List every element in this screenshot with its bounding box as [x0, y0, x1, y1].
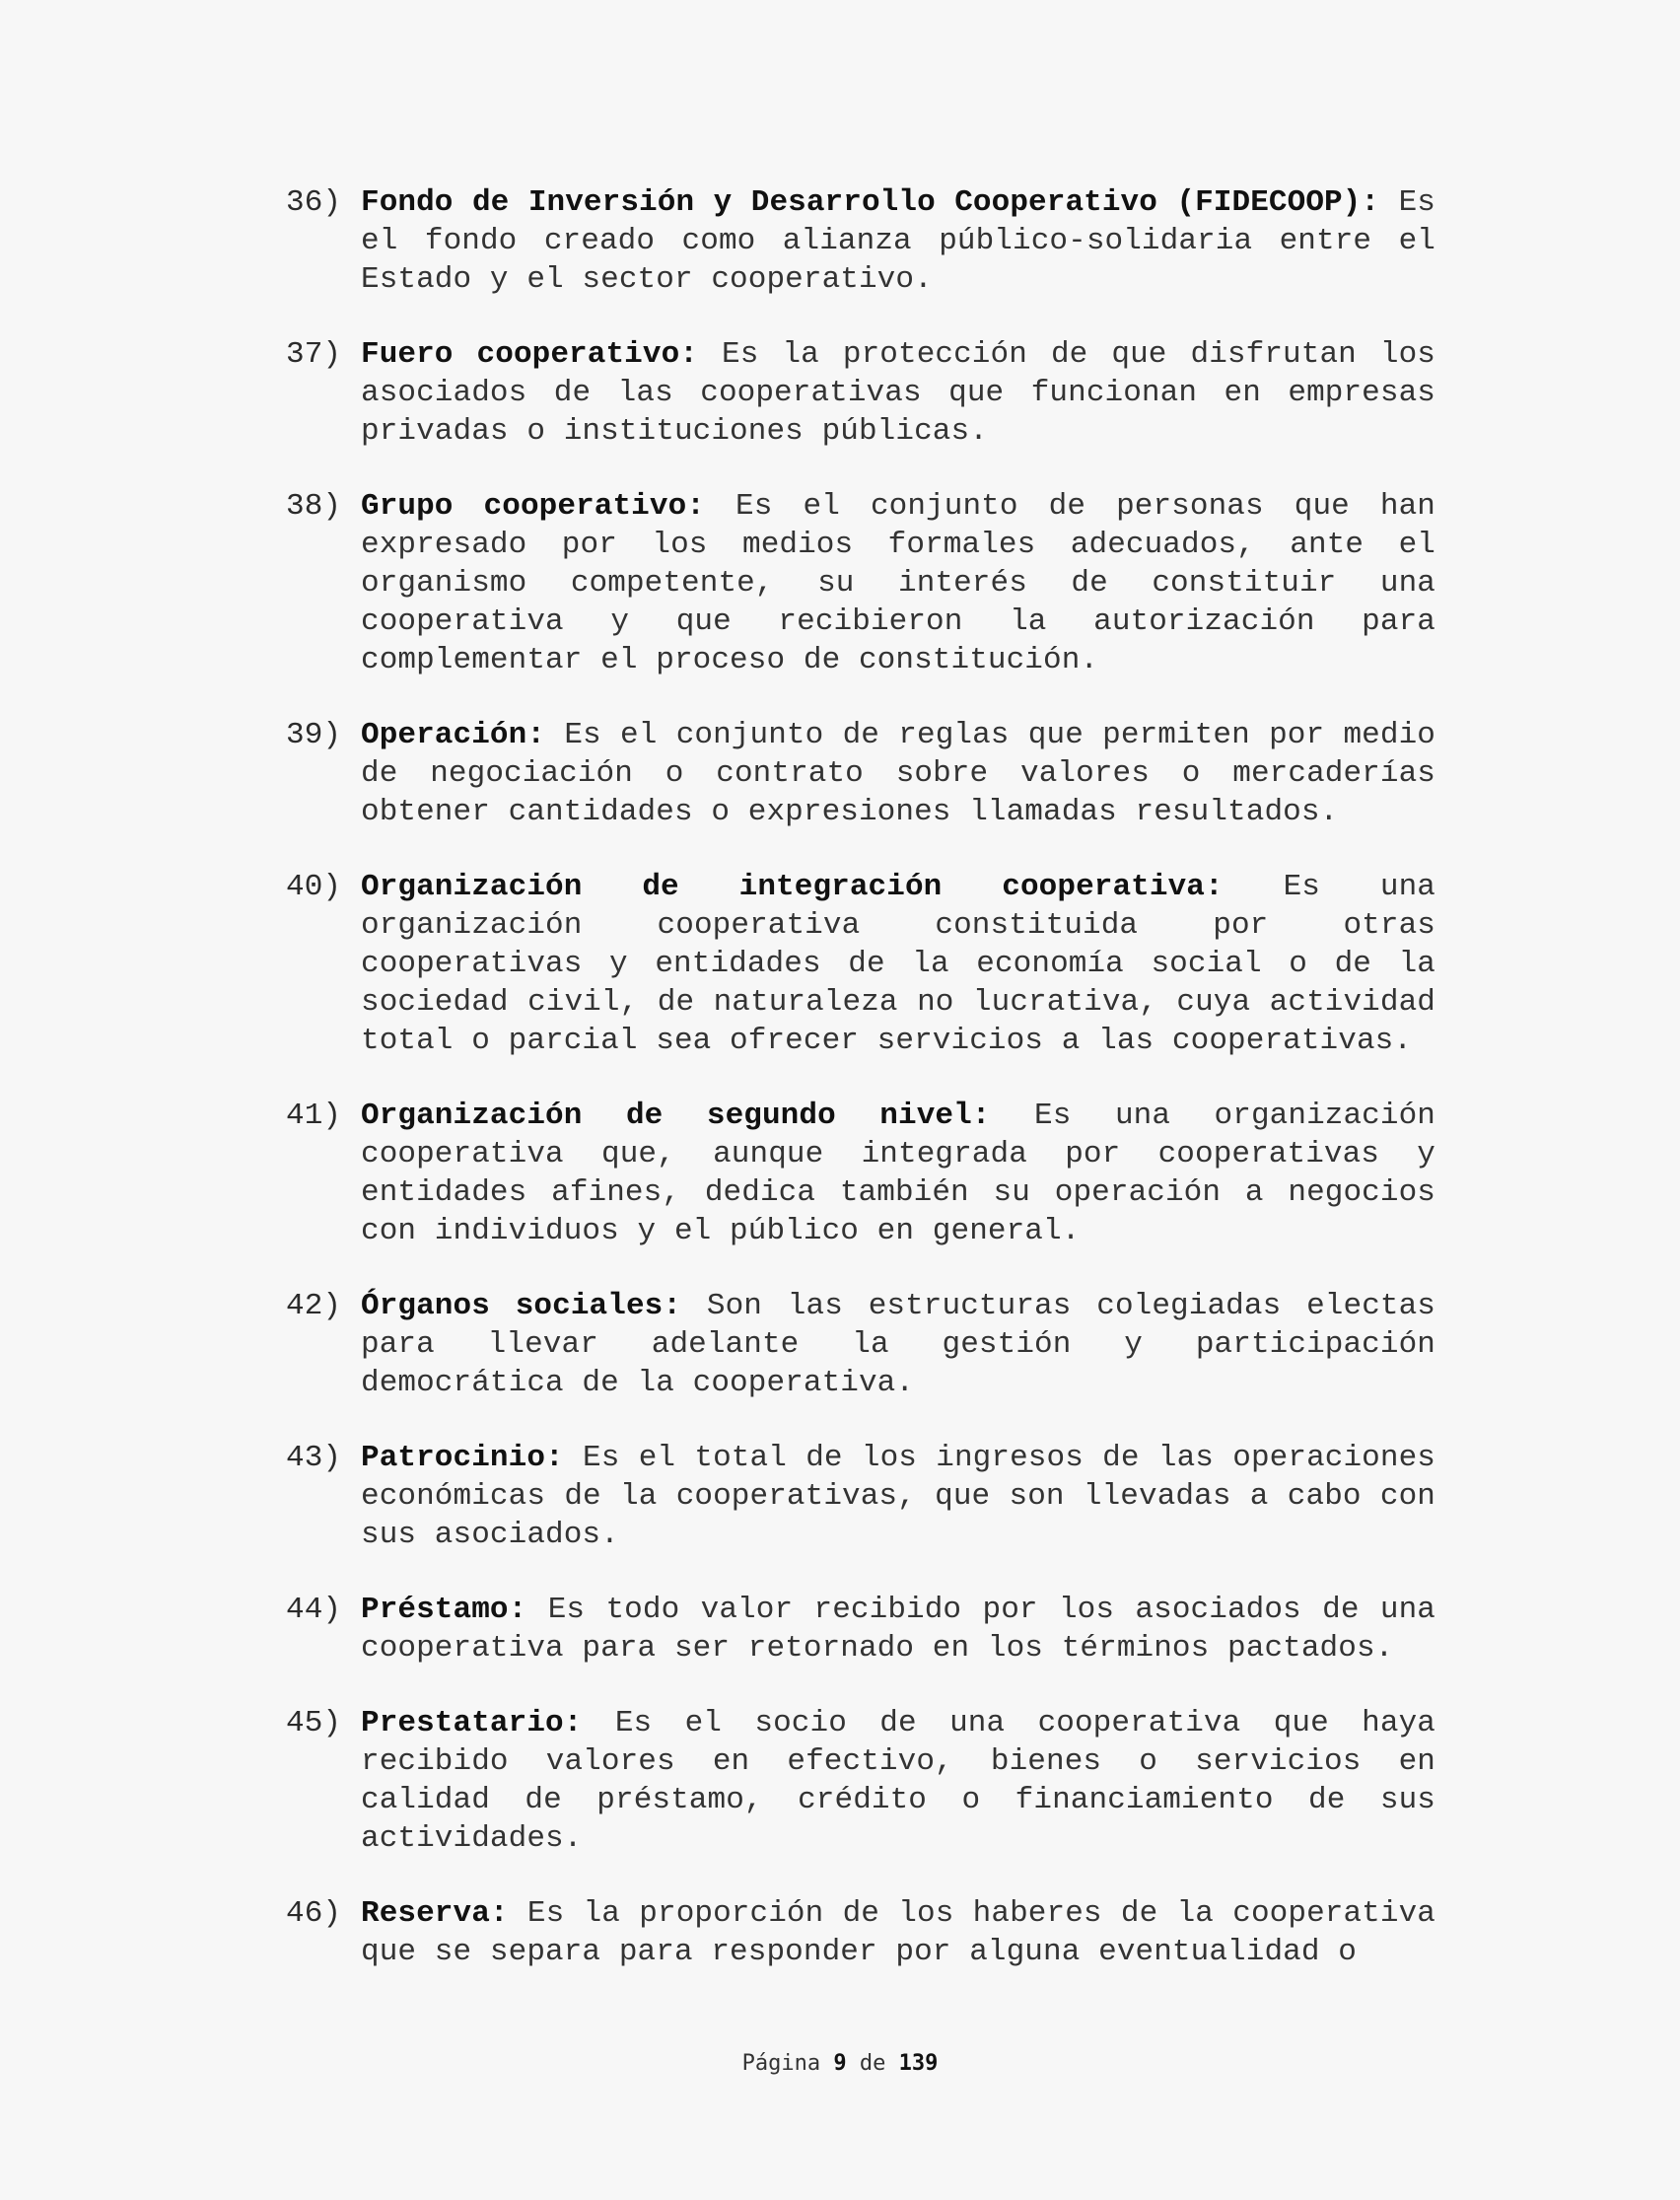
definition-number: 43) — [286, 1441, 342, 1475]
definition-number: 36) — [286, 185, 342, 220]
definition-item — [286, 487, 1435, 679]
definition-term: Órganos sociales: — [361, 1289, 682, 1323]
definition-item — [286, 183, 1435, 299]
definition-item — [286, 1097, 1435, 1250]
definition-term: Reserva: — [361, 1896, 509, 1931]
definition-term: Fuero cooperativo: — [361, 337, 698, 372]
definition-number: 41) — [286, 1099, 342, 1133]
definition-term: Prestatario: — [361, 1706, 583, 1740]
definition-term: Operación: — [361, 718, 546, 752]
definition-text: Es una organización cooperativa que, aunque integrada por cooperativas y entidades afines, dedica también su operación a negocios con individuos y el público en general. — [361, 1099, 1435, 1248]
definition-term: Organización de integración cooperativa: — [361, 870, 1224, 904]
definition-text: Es el conjunto de reglas que permiten por medio de negociación o contrato sobre valores o mercaderías obtener cantidades o expresiones llamadas resultados. — [361, 718, 1435, 829]
definition-text: Es una organización cooperativa constituida por otras cooperativas y entidades de la economía social o de la sociedad civil, de naturaleza no lucrativa, cuya actividad total o parcial sea ofrecer servicios a las cooperativas. — [361, 870, 1436, 1058]
definition-item — [286, 1591, 1435, 1668]
definition-term: Préstamo: — [361, 1593, 527, 1627]
definition-term: Grupo cooperativo: — [361, 489, 705, 524]
definition-number: 40) — [286, 870, 342, 904]
definition-number: 37) — [286, 337, 342, 372]
definition-number: 38) — [286, 489, 342, 524]
definition-item — [286, 1894, 1435, 1971]
definition-item — [286, 335, 1435, 451]
definition-text: Es la proporción de los haberes de la cooperativa que se separa para responder por alguna eventualidad o — [361, 1896, 1435, 1969]
footer-total-pages: 139 — [898, 2051, 939, 2076]
footer-prefix: Página — [741, 2051, 834, 2076]
definition-text: Es todo valor recibido por los asociados de una cooperativa para ser retornado en los términos pactados. — [361, 1593, 1435, 1666]
definition-number: 44) — [286, 1593, 342, 1627]
page-footer — [0, 2051, 1680, 2076]
definition-item — [286, 1704, 1435, 1858]
definition-number: 42) — [286, 1289, 342, 1323]
definition-item — [286, 1287, 1435, 1402]
definition-text: Es el conjunto de personas que han expresado por los medios formales adecuados, ante el organismo competente, su interés de constituir una cooperativa y que recibieron la autorización para complementar el proceso de constitución. — [361, 489, 1435, 677]
definition-item — [286, 868, 1435, 1060]
definition-number: 46) — [286, 1896, 342, 1931]
definition-text: Son las estructuras colegiadas electas para llevar adelante la gestión y participación democrática de la cooperativa. — [361, 1289, 1436, 1400]
definition-text: Es el socio de una cooperativa que haya recibido valores en efectivo, bienes o servicios en calidad de préstamo, crédito o financiamiento de sus actividades. — [361, 1706, 1435, 1856]
definition-item — [286, 1439, 1435, 1554]
definition-item — [286, 716, 1435, 831]
definition-term: Fondo de Inversión y Desarrollo Cooperativo (FIDECOOP): — [361, 185, 1380, 220]
definition-number: 45) — [286, 1706, 342, 1740]
definition-text: Es el total de los ingresos de las operaciones económicas de la cooperativas, que son llevadas a cabo con sus asociados. — [361, 1441, 1435, 1552]
definition-term: Patrocinio: — [361, 1441, 564, 1475]
footer-middle: de — [846, 2051, 899, 2076]
footer-page-number: 9 — [833, 2051, 847, 2076]
definition-number: 39) — [286, 718, 342, 752]
definition-term: Organización de segundo nivel: — [361, 1099, 991, 1133]
definition-text: Es el fondo creado como alianza público-solidaria entre el Estado y el sector cooperativo. — [361, 185, 1435, 297]
definition-text: Es la protección de que disfrutan los asociados de las cooperativas que funcionan en empresas privadas o instituciones públicas. — [361, 337, 1435, 449]
definitions-list — [286, 183, 1435, 2008]
